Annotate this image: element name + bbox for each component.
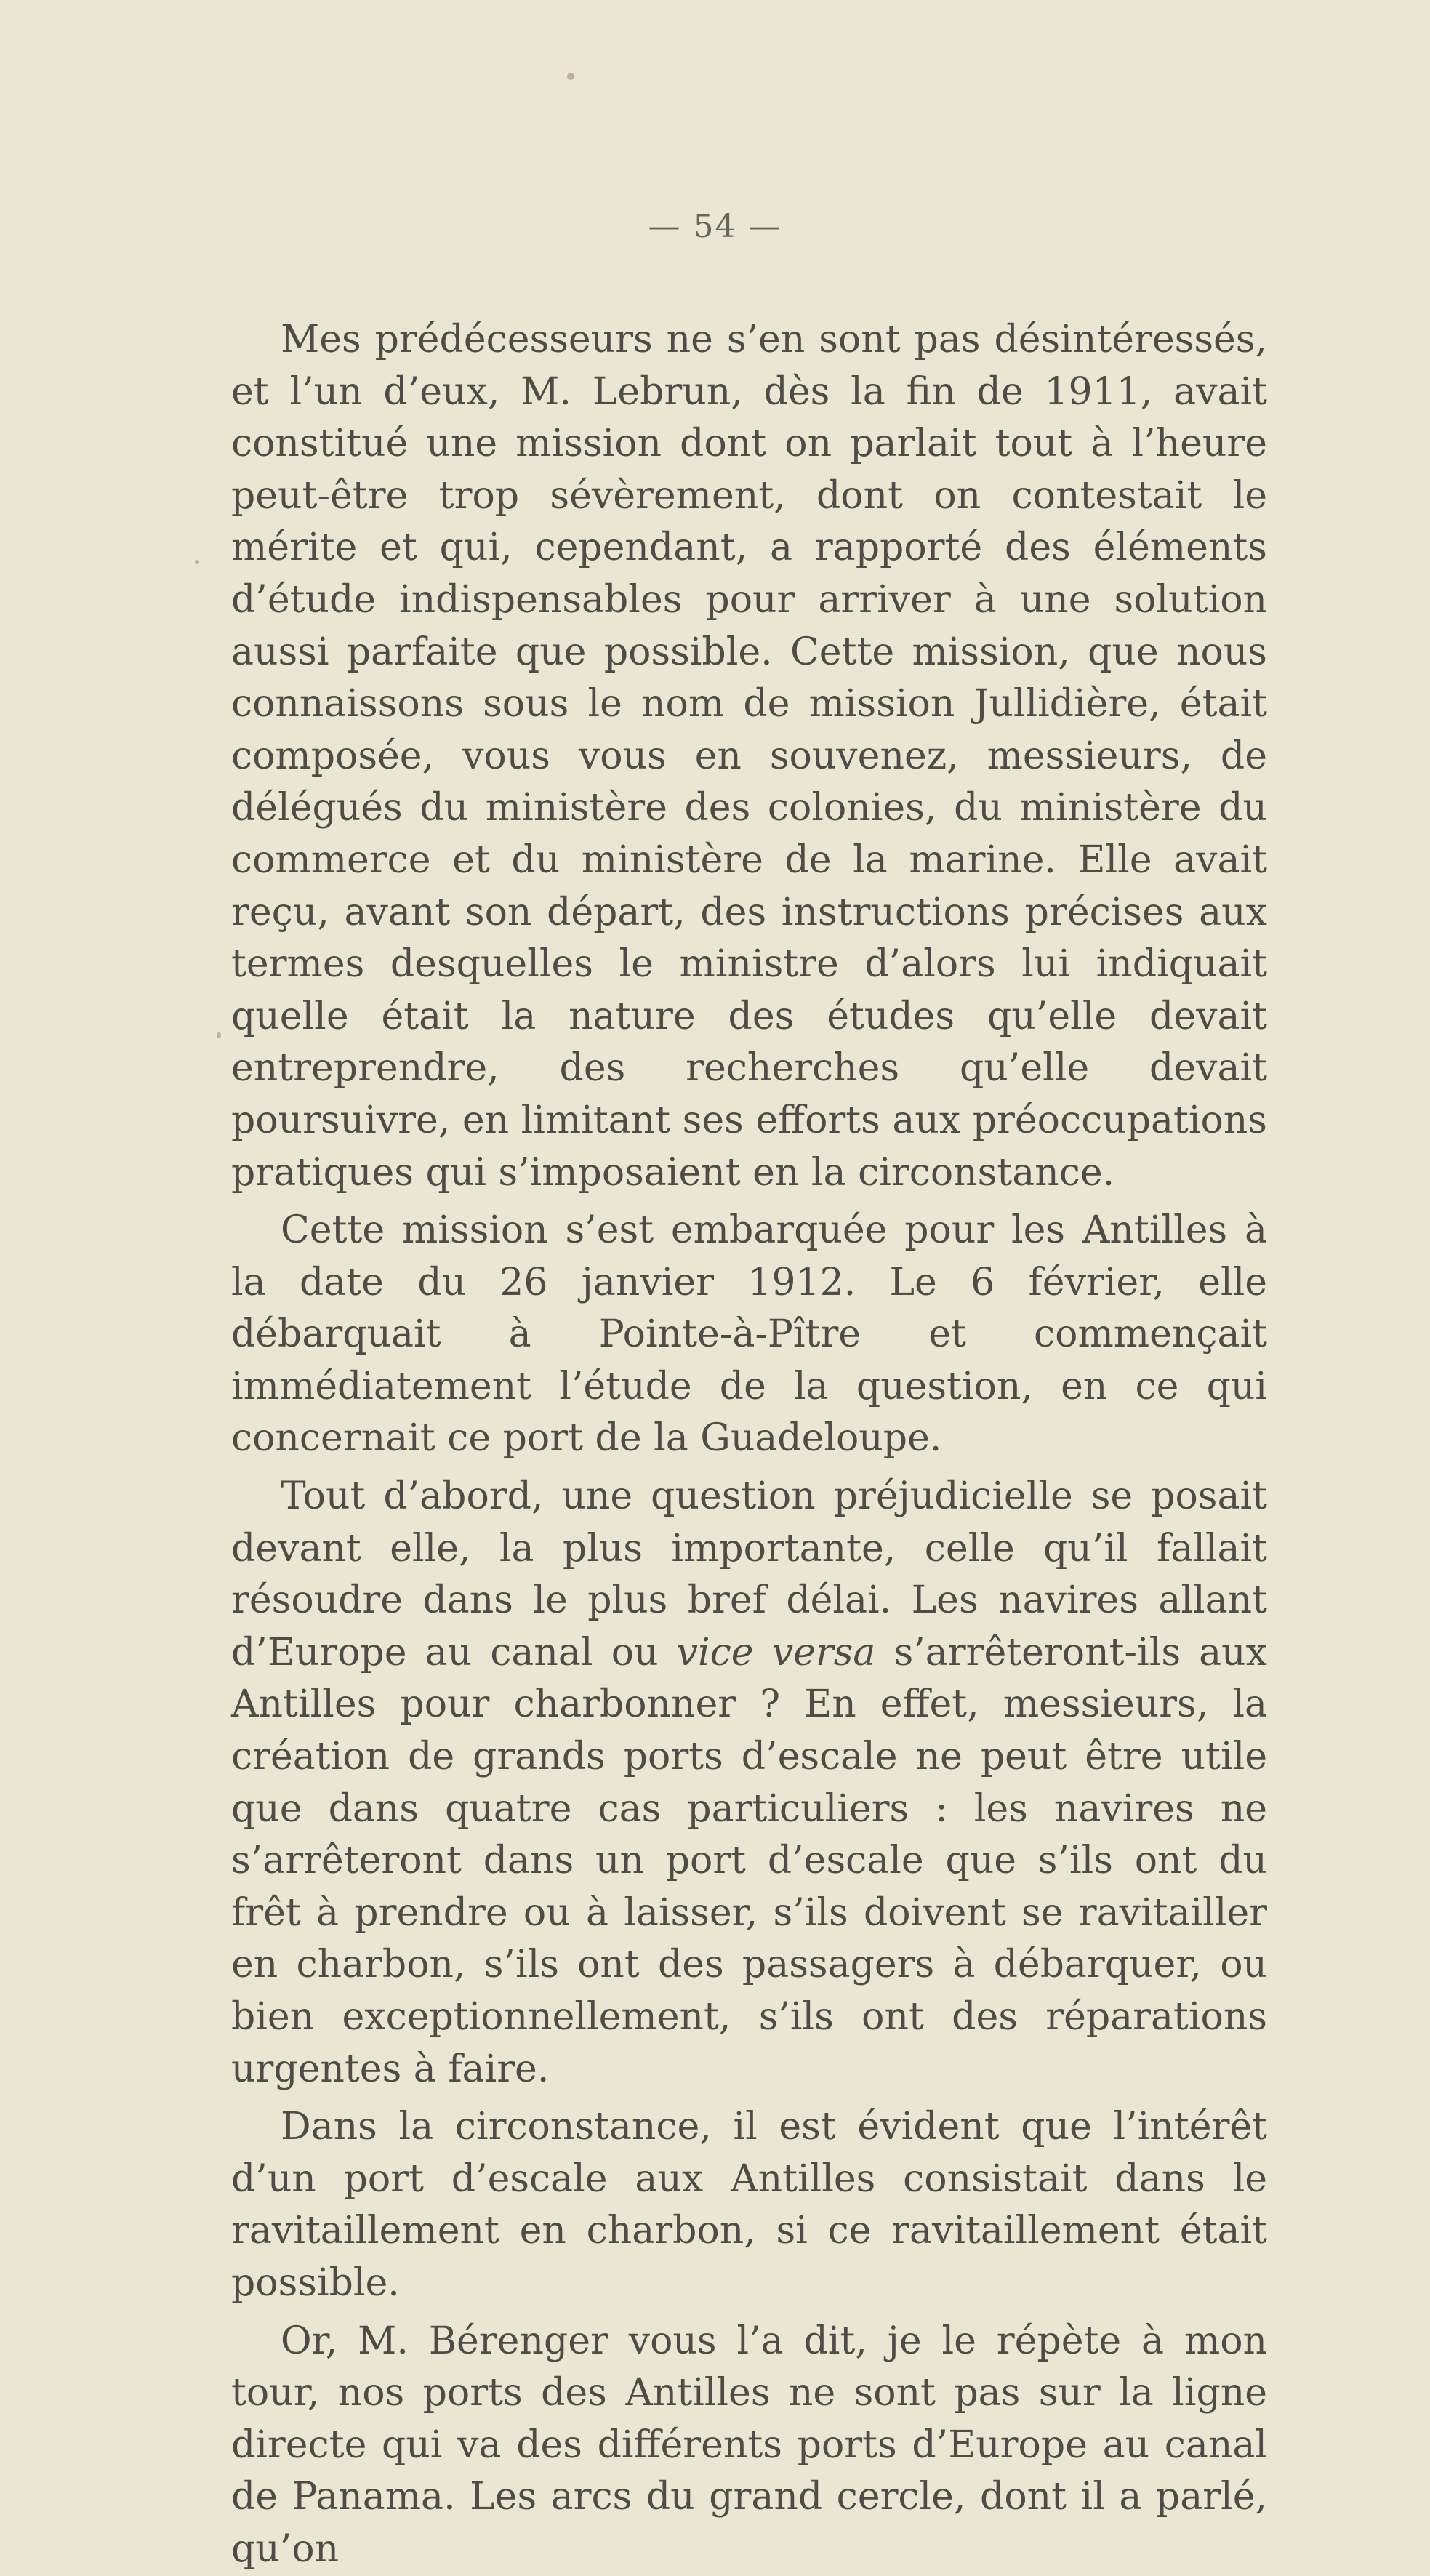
page-number: — 54 — [648,208,782,245]
paragraph: Dans la circonstance, il est évident que l’intérêt d’un port d’escale aux Antilles consistait dans le ravitaillement en charbon, si ce ravitaillement était possible. [231,2105,1267,2305]
paper-speck [567,73,574,80]
paragraph: Cette mission s’est embarquée pour les Antilles à la date du 26 janvier 1912. Le 6 février, elle débarquait à Pointe-à-Pître et commençait immédiatement l’étude de la question, en ce qui concernait ce port de la Guadeloupe. [231,1208,1267,1461]
paragraph-text: Tout d’abord, une question préjudicielle se posait devant elle, la plus importante, celle qu’il fallait résoudre dans le plus bref délai. Les navires allant d’Europe au canal ou [231,1474,1267,1674]
paragraph: Or, M. Bérenger vous l’a dit, je le répète à mon tour, nos ports des Antilles ne sont pas sur la ligne directe qui va des différents ports d’Europe au canal de Panama. Les arcs du grand cercle, dont il a parlé, qu’on [231,2319,1267,2571]
paragraph [231,1471,1267,2095]
paragraph-text: s’arrêteront-ils aux Antilles pour charbonner ? En effet, messieurs, la création de grands ports d’escale ne peut être utile que dans quatre cas particuliers : les navires ne s’arrêteront dans un port d’escale que s’ils ont du frêt à prendre ou à laisser, s’ils doivent se ravitailler en charbon, s’ils ont des passagers à débarquer, ou bien exceptionnellement, s’ils ont des réparations urgentes à faire. [231,1630,1267,2091]
italic-phrase: vice versa [676,1630,876,1674]
paper-speck [217,1032,221,1038]
body-text [231,314,1267,2576]
paragraph: Mes prédécesseurs ne s’en sont pas désintéressés, et l’un d’eux, M. Lebrun, dès la fin de 1911, avait constitué une mission dont on parlait tout à l’heure peut-être trop sévèrement, dont on contestait le mérite et qui, cependant, a rapporté des éléments d’étude indispensables pour arriver à une solution aussi parfaite que possible. Cette mission, que nous connaissons sous le nom de mission Jullidière, était composée, vous vous en souvenez, messieurs, de délégués du ministère des colonies, du ministère du commerce et du ministère de la marine. Elle avait reçu, avant son départ, des instructions précises aux termes desquelles le ministre d’alors lui indiquait quelle était la nature des études qu’elle devait entreprendre, des recherches qu’elle devait poursuivre, en limitant ses efforts aux préoccupations pratiques qui s’imposaient en la circonstance. [231,318,1267,1195]
paper-speck [195,560,199,564]
